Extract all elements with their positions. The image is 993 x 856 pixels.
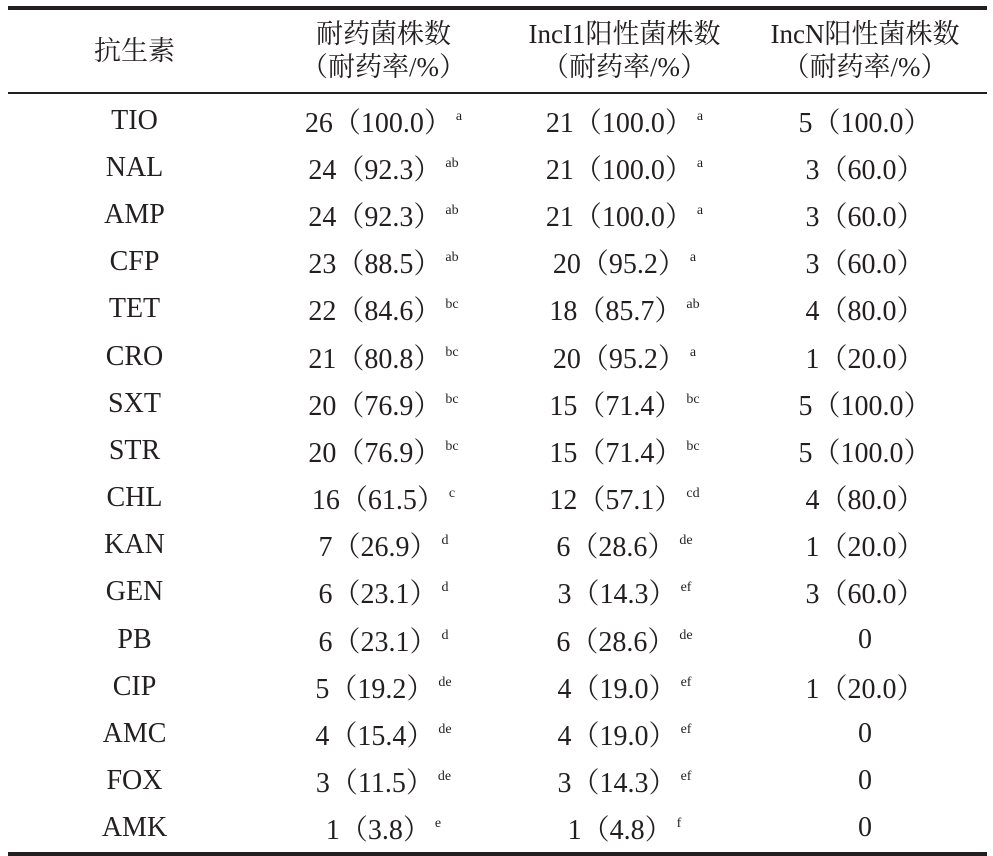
table-row <box>8 710 987 757</box>
cell-antibiotic <box>8 286 261 333</box>
cell-incn-strains <box>743 333 987 380</box>
cell-antibiotic <box>8 239 261 286</box>
cell-resistant-strains-value: 3（11.5） <box>315 768 434 800</box>
cell-inci1-strains-value: 21（100.0） <box>545 201 693 233</box>
cell-resistant-strains-value: 6（23.1） <box>318 626 438 658</box>
cell-incn-strains-value: 4（80.0） <box>805 296 925 328</box>
cell-antibiotic-value: STR <box>108 434 161 466</box>
header-resistant-strains-line2: （耐药率/%） <box>301 52 466 82</box>
cell-inci1-strains <box>506 144 743 191</box>
table-row <box>8 663 987 710</box>
cell-inci1-strains-significance-letter: ef <box>680 722 692 738</box>
cell-antibiotic <box>8 758 261 805</box>
cell-antibiotic <box>8 475 261 522</box>
cell-incn-strains-value: 1（20.0） <box>805 343 925 375</box>
table-row <box>8 569 987 616</box>
cell-incn-strains-value: 1（20.0） <box>805 532 925 564</box>
cell-resistant-strains <box>261 805 506 852</box>
cell-incn-strains <box>743 616 987 663</box>
cell-incn-strains-value: 5（100.0） <box>798 437 932 469</box>
cell-resistant-strains-significance-letter: bc <box>445 344 459 360</box>
cell-incn-strains-value: 1（20.0） <box>805 673 925 705</box>
cell-antibiotic <box>8 663 261 710</box>
cell-resistant-strains <box>261 286 506 333</box>
cell-incn-strains <box>743 286 987 333</box>
cell-resistant-strains-significance-letter: de <box>437 769 452 785</box>
table-row <box>8 427 987 474</box>
table-row <box>8 616 987 663</box>
cell-inci1-strains-value: 15（71.4） <box>549 390 683 422</box>
cell-antibiotic <box>8 333 261 380</box>
cell-resistant-strains-value: 1（3.8） <box>325 815 431 847</box>
cell-incn-strains <box>743 758 987 805</box>
cell-antibiotic <box>8 805 261 852</box>
cell-inci1-strains-value: 18（85.7） <box>549 296 683 328</box>
cell-resistant-strains <box>261 144 506 191</box>
cell-inci1-strains-value: 15（71.4） <box>549 437 683 469</box>
cell-inci1-strains-significance-letter: bc <box>686 391 700 407</box>
cell-antibiotic-value: CFP <box>109 246 160 278</box>
cell-antibiotic-value: CIP <box>112 670 157 702</box>
cell-antibiotic <box>8 427 261 474</box>
cell-incn-strains <box>743 380 987 427</box>
cell-resistant-strains-value: 22（84.6） <box>308 296 442 328</box>
cell-resistant-strains-significance-letter: c <box>448 486 456 502</box>
cell-antibiotic <box>8 616 261 663</box>
cell-antibiotic-value: PB <box>117 623 152 655</box>
cell-inci1-strains-significance-letter: f <box>676 816 682 832</box>
cell-incn-strains-value: 0 <box>858 718 872 750</box>
cell-resistant-strains-significance-letter: bc <box>445 391 459 407</box>
cell-resistant-strains-value: 5（19.2） <box>315 673 435 705</box>
table-body <box>8 94 987 852</box>
header-incn-strains <box>743 10 987 92</box>
cell-inci1-strains <box>506 663 743 710</box>
cell-inci1-strains <box>506 427 743 474</box>
cell-inci1-strains-significance-letter: ef <box>680 769 692 785</box>
header-inci1-strains <box>506 10 743 92</box>
cell-resistant-strains <box>261 239 506 286</box>
cell-antibiotic-value: TIO <box>111 104 158 136</box>
cell-inci1-strains-value: 6（28.6） <box>556 626 676 658</box>
cell-inci1-strains <box>506 758 743 805</box>
cell-antibiotic-value: KAN <box>104 529 165 561</box>
cell-resistant-strains-significance-letter: de <box>438 722 452 738</box>
cell-resistant-strains-value: 20（76.9） <box>308 390 442 422</box>
cell-resistant-strains-value: 6（23.1） <box>318 579 438 611</box>
cell-resistant-strains <box>261 616 506 663</box>
header-inci1-strains-line1: IncI1阳性菌株数 <box>528 19 721 49</box>
cell-antibiotic-value: CHL <box>106 482 163 514</box>
cell-inci1-strains-value: 3（14.3） <box>557 579 677 611</box>
cell-incn-strains-value: 3（60.0） <box>805 154 925 186</box>
cell-resistant-strains-significance-letter: a <box>455 108 463 124</box>
cell-inci1-strains-significance-letter: cd <box>686 486 700 502</box>
header-antibiotic <box>8 10 261 92</box>
cell-resistant-strains <box>261 569 506 616</box>
cell-antibiotic-value: AMP <box>104 198 165 230</box>
cell-resistant-strains-significance-letter: ab <box>445 250 459 266</box>
table-row <box>8 239 987 286</box>
header-antibiotic-label: 抗生素 <box>94 35 175 66</box>
cell-incn-strains <box>743 191 987 238</box>
cell-resistant-strains-significance-letter: e <box>434 816 442 832</box>
cell-antibiotic-value: TET <box>108 293 161 325</box>
cell-antibiotic-value: GEN <box>105 576 164 608</box>
header-incn-strains-line2: （耐药率/%） <box>782 52 948 82</box>
cell-inci1-strains-value: 20（95.2） <box>552 249 686 281</box>
cell-inci1-strains-value: 4（19.0） <box>557 673 677 705</box>
header-row <box>8 10 987 92</box>
cell-resistant-strains-value: 24（92.3） <box>308 201 442 233</box>
cell-resistant-strains-value: 24（92.3） <box>308 154 442 186</box>
cell-incn-strains <box>743 710 987 757</box>
cell-inci1-strains <box>506 805 743 852</box>
cell-antibiotic-value: AMC <box>102 718 167 750</box>
cell-resistant-strains <box>261 475 506 522</box>
cell-antibiotic <box>8 522 261 569</box>
cell-antibiotic-value: SXT <box>108 387 161 419</box>
cell-antibiotic <box>8 144 261 191</box>
cell-resistant-strains-value: 26（100.0） <box>304 107 452 139</box>
cell-antibiotic-value: AMK <box>101 812 168 844</box>
cell-resistant-strains-significance-letter: d <box>441 580 449 596</box>
cell-incn-strains-value: 3（60.0） <box>805 579 925 611</box>
cell-incn-strains <box>743 94 987 144</box>
cell-resistant-strains-value: 16（61.5） <box>311 485 445 517</box>
cell-incn-strains-value: 0 <box>858 812 872 844</box>
cell-inci1-strains-value: 3（14.3） <box>557 768 677 800</box>
cell-incn-strains-value: 0 <box>858 765 872 797</box>
cell-resistant-strains-value: 23（88.5） <box>308 249 442 281</box>
cell-inci1-strains <box>506 286 743 333</box>
cell-inci1-strains <box>506 333 743 380</box>
cell-resistant-strains-significance-letter: ab <box>445 202 459 218</box>
cell-inci1-strains-significance-letter: de <box>679 533 693 549</box>
cell-resistant-strains-value: 7（26.9） <box>318 532 438 564</box>
table-header <box>8 10 987 92</box>
cell-inci1-strains <box>506 191 743 238</box>
table-row <box>8 522 987 569</box>
cell-resistant-strains-value: 20（76.9） <box>308 437 442 469</box>
cell-resistant-strains <box>261 191 506 238</box>
cell-inci1-strains-value: 21（100.0） <box>545 107 693 139</box>
cell-incn-strains <box>743 805 987 852</box>
cell-inci1-strains-significance-letter: bc <box>686 438 700 454</box>
cell-resistant-strains-value: 4（15.4） <box>315 721 435 753</box>
cell-incn-strains-value: 4（80.0） <box>805 485 925 517</box>
cell-resistant-strains <box>261 427 506 474</box>
cell-inci1-strains-value: 1（4.8） <box>567 815 673 847</box>
cell-resistant-strains <box>261 333 506 380</box>
cell-antibiotic <box>8 710 261 757</box>
cell-inci1-strains-significance-letter: a <box>696 155 704 171</box>
cell-inci1-strains-value: 20（95.2） <box>552 343 686 375</box>
cell-resistant-strains <box>261 94 506 144</box>
cell-incn-strains-value: 5（100.0） <box>798 390 932 422</box>
cell-antibiotic-value: NAL <box>105 151 164 183</box>
cell-resistant-strains <box>261 522 506 569</box>
cell-inci1-strains-significance-letter: ef <box>680 674 692 690</box>
table-row <box>8 380 987 427</box>
cell-incn-strains <box>743 569 987 616</box>
cell-incn-strains-value: 3（60.0） <box>805 201 925 233</box>
cell-inci1-strains <box>506 475 743 522</box>
cell-resistant-strains-value: 21（80.8） <box>308 343 442 375</box>
header-resistant-strains <box>261 10 506 92</box>
cell-inci1-strains <box>506 569 743 616</box>
header-inci1-strains-line2: （耐药率/%） <box>542 52 707 82</box>
data-table-body <box>8 94 987 852</box>
cell-inci1-strains-significance-letter: a <box>689 250 697 266</box>
cell-inci1-strains-significance-letter: a <box>696 202 704 218</box>
table-row <box>8 333 987 380</box>
cell-incn-strains <box>743 522 987 569</box>
cell-inci1-strains <box>506 710 743 757</box>
cell-inci1-strains <box>506 380 743 427</box>
cell-inci1-strains-significance-letter: a <box>689 344 697 360</box>
cell-resistant-strains <box>261 380 506 427</box>
cell-antibiotic <box>8 191 261 238</box>
cell-inci1-strains-value: 4（19.0） <box>557 721 677 753</box>
cell-antibiotic <box>8 94 261 144</box>
cell-inci1-strains <box>506 94 743 144</box>
table-row <box>8 144 987 191</box>
cell-resistant-strains <box>261 663 506 710</box>
header-resistant-strains-line1: 耐药菌株数 <box>316 19 451 49</box>
cell-inci1-strains <box>506 616 743 663</box>
cell-incn-strains <box>743 144 987 191</box>
table-row <box>8 94 987 144</box>
cell-antibiotic-value: FOX <box>106 765 163 797</box>
cell-resistant-strains-significance-letter: d <box>441 533 449 549</box>
cell-inci1-strains-value: 6（28.6） <box>556 532 676 564</box>
cell-inci1-strains <box>506 522 743 569</box>
table-row <box>8 758 987 805</box>
cell-resistant-strains-significance-letter: bc <box>445 438 459 454</box>
cell-resistant-strains-significance-letter: ab <box>445 155 459 171</box>
table-row <box>8 475 987 522</box>
table-row <box>8 286 987 333</box>
cell-inci1-strains-significance-letter: ef <box>680 580 692 596</box>
cell-resistant-strains <box>261 710 506 757</box>
bottom-rule <box>8 852 987 856</box>
cell-inci1-strains <box>506 239 743 286</box>
cell-resistant-strains-significance-letter: d <box>441 627 449 643</box>
header-incn-strains-line1: IncN阳性菌株数 <box>770 19 960 49</box>
cell-incn-strains <box>743 427 987 474</box>
table-row <box>8 191 987 238</box>
cell-incn-strains-value: 0 <box>858 623 872 655</box>
cell-incn-strains <box>743 663 987 710</box>
cell-resistant-strains-significance-letter: de <box>438 674 452 690</box>
table-row <box>8 805 987 852</box>
cell-antibiotic <box>8 380 261 427</box>
cell-incn-strains <box>743 475 987 522</box>
cell-inci1-strains-value: 12（57.1） <box>549 485 683 517</box>
cell-resistant-strains <box>261 758 506 805</box>
cell-antibiotic-value: CRO <box>105 340 164 372</box>
cell-inci1-strains-significance-letter: ab <box>686 297 700 313</box>
cell-incn-strains-value: 3（60.0） <box>805 249 925 281</box>
cell-inci1-strains-significance-letter: a <box>696 108 704 124</box>
cell-inci1-strains-value: 21（100.0） <box>545 154 693 186</box>
cell-inci1-strains-significance-letter: de <box>679 627 693 643</box>
cell-incn-strains <box>743 239 987 286</box>
data-table <box>8 10 987 92</box>
resistance-table <box>8 6 987 856</box>
cell-incn-strains-value: 5（100.0） <box>798 107 932 139</box>
cell-antibiotic <box>8 569 261 616</box>
cell-resistant-strains-significance-letter: bc <box>445 297 459 313</box>
